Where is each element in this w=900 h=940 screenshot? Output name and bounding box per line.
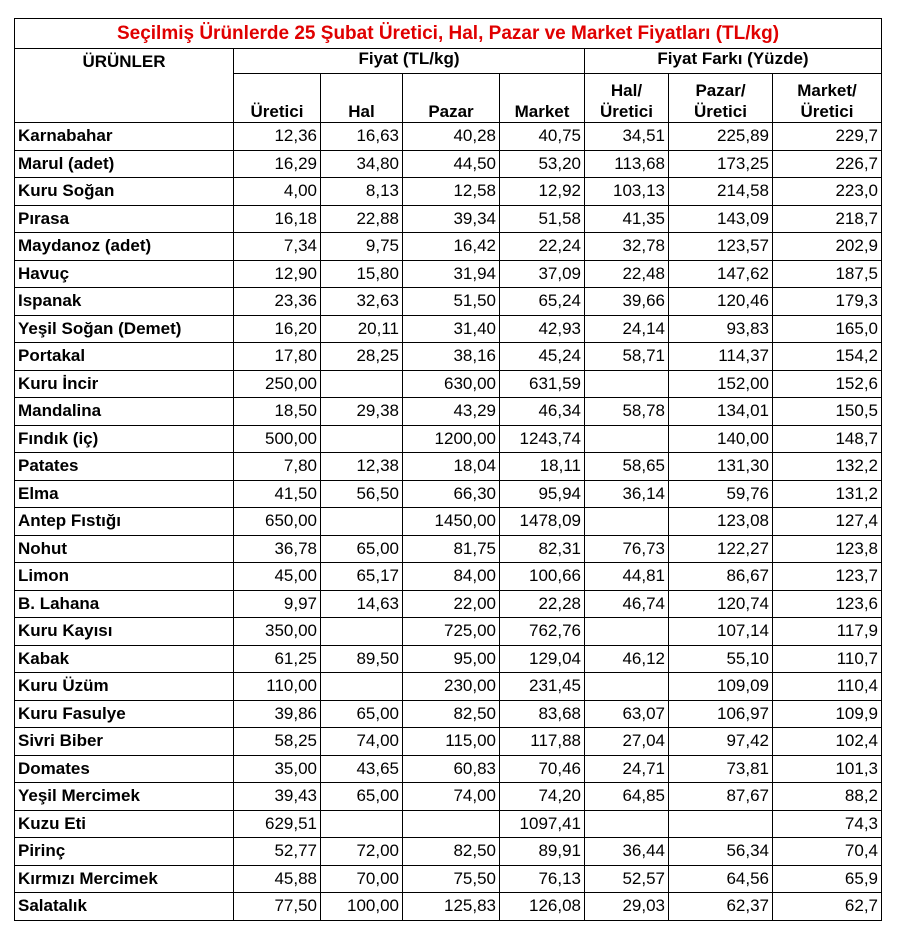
value-cell: 70,4 [773,838,882,866]
value-cell [669,810,773,838]
value-cell: 22,00 [403,590,500,618]
value-cell: 83,68 [500,700,585,728]
value-cell: 143,09 [669,205,773,233]
value-cell: 8,13 [321,178,403,206]
value-cell: 44,81 [585,563,669,591]
value-cell: 18,11 [500,453,585,481]
value-cell [321,618,403,646]
col-header-pazar: Pazar [403,74,500,123]
product-name: Kuzu Eti [15,810,234,838]
value-cell: 250,00 [234,370,321,398]
value-cell [585,618,669,646]
table-row [15,233,882,261]
value-cell: 109,9 [773,700,882,728]
value-cell: 65,9 [773,865,882,893]
value-cell: 110,7 [773,645,882,673]
value-cell: 173,25 [669,150,773,178]
product-name: Patates [15,453,234,481]
value-cell: 148,7 [773,425,882,453]
value-cell: 725,00 [403,618,500,646]
table-row [15,260,882,288]
product-name: Limon [15,563,234,591]
value-cell: 51,58 [500,205,585,233]
value-cell: 350,00 [234,618,321,646]
value-cell: 109,09 [669,673,773,701]
value-cell: 65,00 [321,535,403,563]
value-cell: 16,42 [403,233,500,261]
table-row [15,728,882,756]
value-cell: 64,56 [669,865,773,893]
value-cell: 500,00 [234,425,321,453]
table-row [15,343,882,371]
value-cell: 88,2 [773,783,882,811]
value-cell: 62,7 [773,893,882,921]
title-row [15,19,882,49]
product-name: Salatalık [15,893,234,921]
table-row [15,783,882,811]
value-cell: 74,20 [500,783,585,811]
value-cell: 16,29 [234,150,321,178]
value-cell: 103,13 [585,178,669,206]
product-name: B. Lahana [15,590,234,618]
table-row [15,535,882,563]
table-row [15,453,882,481]
value-cell: 32,63 [321,288,403,316]
value-cell [321,673,403,701]
value-cell: 58,25 [234,728,321,756]
value-cell: 15,80 [321,260,403,288]
diff-group-header: Fiyat Farkı (Yüzde) [585,49,882,74]
value-cell [321,508,403,536]
value-cell: 123,57 [669,233,773,261]
value-cell: 39,34 [403,205,500,233]
price-table [14,18,882,921]
value-cell: 214,58 [669,178,773,206]
value-cell: 52,57 [585,865,669,893]
table-row [15,398,882,426]
value-cell: 61,25 [234,645,321,673]
product-name: Yeşil Soğan (Demet) [15,315,234,343]
value-cell: 134,01 [669,398,773,426]
value-cell: 225,89 [669,123,773,151]
value-cell: 82,50 [403,838,500,866]
value-cell: 27,04 [585,728,669,756]
table-row [15,425,882,453]
value-cell: 16,20 [234,315,321,343]
value-cell: 9,97 [234,590,321,618]
value-cell: 58,71 [585,343,669,371]
value-cell: 89,50 [321,645,403,673]
value-cell: 229,7 [773,123,882,151]
product-name: Pırasa [15,205,234,233]
value-cell: 97,42 [669,728,773,756]
value-cell [585,370,669,398]
value-cell: 1200,00 [403,425,500,453]
product-name: Kuru Üzüm [15,673,234,701]
value-cell: 123,8 [773,535,882,563]
value-cell: 74,00 [321,728,403,756]
product-name: Antep Fıstığı [15,508,234,536]
value-cell: 1450,00 [403,508,500,536]
value-cell: 126,08 [500,893,585,921]
table-row [15,288,882,316]
table-row [15,205,882,233]
value-cell: 179,3 [773,288,882,316]
value-cell: 20,11 [321,315,403,343]
value-cell: 154,2 [773,343,882,371]
value-cell: 132,2 [773,453,882,481]
product-name: Kuru Kayısı [15,618,234,646]
table-row [15,838,882,866]
product-name: Kuru Fasulye [15,700,234,728]
value-cell: 127,4 [773,508,882,536]
value-cell: 230,00 [403,673,500,701]
value-cell: 150,5 [773,398,882,426]
product-name: Yeşil Mercimek [15,783,234,811]
value-cell: 110,00 [234,673,321,701]
value-cell: 53,20 [500,150,585,178]
value-cell: 102,4 [773,728,882,756]
value-cell: 72,00 [321,838,403,866]
product-name: Pirinç [15,838,234,866]
value-cell: 93,83 [669,315,773,343]
value-cell: 46,34 [500,398,585,426]
value-cell: 46,12 [585,645,669,673]
value-cell: 64,85 [585,783,669,811]
value-cell [585,508,669,536]
value-cell: 45,00 [234,563,321,591]
value-cell: 82,50 [403,700,500,728]
value-cell [403,810,500,838]
col-header-pazar-uretici: Pazar/ Üretici [669,74,773,123]
header-row-1 [15,49,882,74]
value-cell: 43,65 [321,755,403,783]
table-row [15,563,882,591]
value-cell: 65,17 [321,563,403,591]
value-cell: 40,28 [403,123,500,151]
value-cell: 29,03 [585,893,669,921]
product-name: Kabak [15,645,234,673]
table-row [15,370,882,398]
value-cell: 51,50 [403,288,500,316]
value-cell [585,673,669,701]
value-cell [321,810,403,838]
value-cell: 1243,74 [500,425,585,453]
value-cell: 140,00 [669,425,773,453]
value-cell: 39,86 [234,700,321,728]
table-row [15,700,882,728]
value-cell: 147,62 [669,260,773,288]
value-cell: 129,04 [500,645,585,673]
value-cell: 34,51 [585,123,669,151]
table-row [15,178,882,206]
value-cell: 187,5 [773,260,882,288]
value-cell: 4,00 [234,178,321,206]
value-cell: 63,07 [585,700,669,728]
value-cell: 110,4 [773,673,882,701]
value-cell: 28,25 [321,343,403,371]
product-name: Marul (adet) [15,150,234,178]
table-row [15,150,882,178]
value-cell: 29,38 [321,398,403,426]
value-cell: 37,09 [500,260,585,288]
value-cell: 84,00 [403,563,500,591]
value-cell: 120,74 [669,590,773,618]
value-cell: 45,24 [500,343,585,371]
table-row [15,755,882,783]
value-cell: 95,00 [403,645,500,673]
table-row [15,673,882,701]
value-cell: 100,00 [321,893,403,921]
products-header: ÜRÜNLER [15,49,234,123]
value-cell: 38,16 [403,343,500,371]
value-cell: 36,78 [234,535,321,563]
value-cell: 70,46 [500,755,585,783]
table-row [15,315,882,343]
product-name: Mandalina [15,398,234,426]
value-cell: 23,36 [234,288,321,316]
value-cell: 123,7 [773,563,882,591]
table-row [15,618,882,646]
table-row [15,123,882,151]
value-cell: 32,78 [585,233,669,261]
value-cell [321,425,403,453]
value-cell: 75,50 [403,865,500,893]
product-name: Maydanoz (adet) [15,233,234,261]
value-cell: 22,24 [500,233,585,261]
value-cell: 120,46 [669,288,773,316]
product-name: Havuç [15,260,234,288]
product-name: Fındık (iç) [15,425,234,453]
value-cell: 34,80 [321,150,403,178]
value-cell: 117,9 [773,618,882,646]
value-cell: 218,7 [773,205,882,233]
value-cell: 12,58 [403,178,500,206]
col-header-market: Market [500,74,585,123]
value-cell: 43,29 [403,398,500,426]
value-cell: 46,74 [585,590,669,618]
value-cell: 65,00 [321,783,403,811]
value-cell: 223,0 [773,178,882,206]
product-name: Nohut [15,535,234,563]
value-cell: 86,67 [669,563,773,591]
value-cell: 40,75 [500,123,585,151]
value-cell: 41,50 [234,480,321,508]
value-cell: 62,37 [669,893,773,921]
value-cell: 22,28 [500,590,585,618]
value-cell: 60,83 [403,755,500,783]
col-header-hal-uretici: Hal/ Üretici [585,74,669,123]
price-table-container [14,18,882,921]
value-cell: 24,71 [585,755,669,783]
value-cell: 65,00 [321,700,403,728]
value-cell: 66,30 [403,480,500,508]
value-cell: 39,43 [234,783,321,811]
value-cell: 16,63 [321,123,403,151]
value-cell: 115,00 [403,728,500,756]
value-cell: 76,73 [585,535,669,563]
value-cell [585,425,669,453]
value-cell: 44,50 [403,150,500,178]
value-cell: 41,35 [585,205,669,233]
value-cell: 1478,09 [500,508,585,536]
product-name: Karnabahar [15,123,234,151]
value-cell: 16,18 [234,205,321,233]
value-cell: 31,40 [403,315,500,343]
col-header-hal: Hal [321,74,403,123]
value-cell: 165,0 [773,315,882,343]
product-name: Kuru Soğan [15,178,234,206]
value-cell: 14,63 [321,590,403,618]
value-cell: 202,9 [773,233,882,261]
value-cell: 123,08 [669,508,773,536]
value-cell: 45,88 [234,865,321,893]
col-header-uretici: Üretici [234,74,321,123]
value-cell: 82,31 [500,535,585,563]
table-row [15,865,882,893]
value-cell: 12,38 [321,453,403,481]
value-cell: 12,36 [234,123,321,151]
value-cell: 22,88 [321,205,403,233]
value-cell: 65,24 [500,288,585,316]
value-cell: 59,76 [669,480,773,508]
value-cell: 629,51 [234,810,321,838]
product-name: Sivri Biber [15,728,234,756]
value-cell: 131,2 [773,480,882,508]
product-name: Elma [15,480,234,508]
value-cell: 81,75 [403,535,500,563]
col-header-market-uretici: Market/ Üretici [773,74,882,123]
value-cell: 226,7 [773,150,882,178]
value-cell: 152,6 [773,370,882,398]
product-name: Kırmızı Mercimek [15,865,234,893]
value-cell: 18,04 [403,453,500,481]
value-cell: 101,3 [773,755,882,783]
value-cell: 89,91 [500,838,585,866]
value-cell: 42,93 [500,315,585,343]
value-cell: 56,50 [321,480,403,508]
value-cell: 114,37 [669,343,773,371]
table-title: Seçilmiş Ürünlerde 25 Şubat Üretici, Hal, Pazar ve Market Fiyatları (TL/kg) [15,19,882,49]
value-cell: 630,00 [403,370,500,398]
value-cell: 9,75 [321,233,403,261]
value-cell: 52,77 [234,838,321,866]
value-cell: 56,34 [669,838,773,866]
value-cell: 22,48 [585,260,669,288]
value-cell: 87,67 [669,783,773,811]
value-cell: 24,14 [585,315,669,343]
price-group-header: Fiyat (TL/kg) [234,49,585,74]
value-cell: 7,80 [234,453,321,481]
value-cell: 125,83 [403,893,500,921]
value-cell: 58,78 [585,398,669,426]
value-cell: 31,94 [403,260,500,288]
value-cell: 74,3 [773,810,882,838]
value-cell [321,370,403,398]
value-cell: 58,65 [585,453,669,481]
value-cell: 631,59 [500,370,585,398]
value-cell: 70,00 [321,865,403,893]
value-cell: 231,45 [500,673,585,701]
product-name: Domates [15,755,234,783]
value-cell: 39,66 [585,288,669,316]
value-cell: 95,94 [500,480,585,508]
table-row [15,480,882,508]
value-cell: 74,00 [403,783,500,811]
product-name: Ispanak [15,288,234,316]
value-cell: 73,81 [669,755,773,783]
value-cell: 1097,41 [500,810,585,838]
value-cell: 131,30 [669,453,773,481]
value-cell: 77,50 [234,893,321,921]
value-cell: 107,14 [669,618,773,646]
value-cell: 12,90 [234,260,321,288]
value-cell: 35,00 [234,755,321,783]
value-cell: 152,00 [669,370,773,398]
value-cell: 762,76 [500,618,585,646]
table-row [15,810,882,838]
value-cell: 17,80 [234,343,321,371]
value-cell: 36,14 [585,480,669,508]
value-cell: 76,13 [500,865,585,893]
value-cell: 106,97 [669,700,773,728]
value-cell: 650,00 [234,508,321,536]
value-cell: 113,68 [585,150,669,178]
value-cell: 122,27 [669,535,773,563]
table-row [15,645,882,673]
value-cell: 7,34 [234,233,321,261]
product-name: Portakal [15,343,234,371]
value-cell: 18,50 [234,398,321,426]
value-cell: 123,6 [773,590,882,618]
value-cell: 12,92 [500,178,585,206]
value-cell [585,810,669,838]
value-cell: 36,44 [585,838,669,866]
value-cell: 100,66 [500,563,585,591]
table-row [15,590,882,618]
table-row [15,893,882,921]
product-name: Kuru İncir [15,370,234,398]
value-cell: 117,88 [500,728,585,756]
table-row [15,508,882,536]
value-cell: 55,10 [669,645,773,673]
